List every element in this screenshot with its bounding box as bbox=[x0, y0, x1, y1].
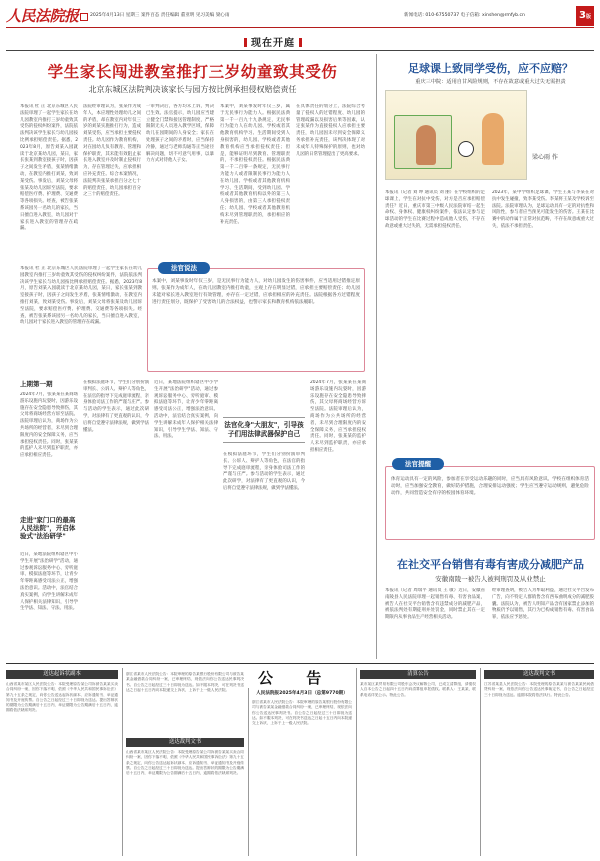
column-divider bbox=[376, 54, 377, 659]
lead-headline: 学生家长闯进教室推打三岁幼童致其受伤 bbox=[47, 62, 338, 81]
header-divider bbox=[6, 50, 594, 51]
illustration-credit: 梁心雨 作 bbox=[532, 154, 558, 161]
masthead bbox=[6, 4, 594, 28]
story2-column-3: 在模拟法庭环节，学生们分别扮演审判长、公诉人、辩护人等角色，在法官的指导下完成庭审流程，亲身体验司法工作的严谨与庄严。参与活动的学生表示，通过此次研学，对法律有了更直观的认识，今后将自觉遵守法律法规，做到学法懂法。 bbox=[83, 380, 149, 433]
notice-text-4: 浙江省某市人民法院公告：本院审理的原告某银行股份有限公司与被告某某金融借款合同纠纷一案，已审理终结，现依法向你公告送达民事判决书。自公告之日起经过三十日即视为送达。如不服本判决，可在判决书送达之日起十五日内向本院递交上诉状，上诉于上一级人民法院。 bbox=[252, 700, 352, 726]
notice-band-2: 送达裁判文书 bbox=[126, 738, 244, 747]
football-cartoon-illustration bbox=[385, 90, 527, 180]
lead-column-1-cont: 本报讯 杜 正 北京东城区人民法院审理了一起学生家长在幼儿园教室内推打三岁幼童致其受伤的侵权纠纷案件，法院依法判决该学生家长与幼儿园按比例承担赔偿责任。据悉，2023年8月，原告刘某入园就读于北京某幼儿园，某日，家长张某到教室接孩子时，因孩子之间发生矛盾，张某情绪激动，在教室内推打刘某，致刘某受伤。事发后，刘某父母将张某及幼儿园诉至法院，要求赔偿医疗费、护理费、交通费等各项损失。经查，被告张某系该园另一名幼儿的家长，当日擅自进入教室，幼儿园对于家长进入教室的管理存在疏漏。 bbox=[20, 266, 142, 326]
right-story1-column-2: 2023年，某中学组织足球课，学生王某与李某在对抗中发生碰撞，致李某受伤。李某将王某及学校诉至法院。法院审理认为，足球运动具有一定的对抗性和风险性，参与者应当预见可能发生的伤害。王某在比赛中的动作属于正常对抗范畴，不存在故意或重大过失，依法不承担责任。 bbox=[492, 190, 594, 229]
story2-column-6: 2024年7月，张某某在某商场游乐设施内玩耍时，因游乐设施存在安全隐患导致摔伤，其父母将商场经营方诉至法院。法院审理后认为，商场作为公共场所的经营者，未尽到合理限度内的安全保障义务，应当承担侵权责任。同时，张某某的监护人未尽到监护职责，亦应承担相应责任。 bbox=[310, 380, 366, 453]
notice-band-3: 清算公告 bbox=[360, 670, 476, 679]
lead-column-3: 一审判决后，各方均未上诉，判决已生效。法官提示，幼儿园应当建立健全门禁和接送管理制度，严格限制无关人员进入教学区域，保障幼儿在园期间的人身安全；家长在处理孩子之间的矛盾时，应当保持冷静，通过与老师沟通等正当途径解决问题，切不可意气用事，以暴力方式对待他人子女。 bbox=[146, 104, 214, 164]
notice-center-head: 人民法院报2025年4月3日（总第9770期） bbox=[256, 691, 348, 696]
date-line: 2025年4月13日 星期三 案件百态 责任编辑 董亚明 见习美编 梁心雨 bbox=[90, 13, 230, 18]
notice-divider bbox=[248, 688, 249, 856]
page-number-badge: 3版 bbox=[576, 6, 594, 26]
newspaper-logo: 人民法院报 bbox=[6, 5, 88, 26]
story2-subhead: 上期第一期 bbox=[20, 380, 53, 388]
lead-column-2: 法院经审理认为，张某作为成年人，本应理性处理幼儿之间的矛盾，却在教室内对年仅三岁的刘某实施推打行为，造成刘某受伤，应当承担主要侵权责任。幼儿园作为教育机构，对在园幼儿负有教育、管理和保护职责，其未能有效阻止家长进入教室并及时制止侵权行为，存在管理过失，应承担相应补充责任。综合本案情况，法院判决张某承担百分之七十的赔偿责任，幼儿园承担百分之三十的赔偿责任。 bbox=[83, 104, 141, 198]
contact-line: 新闻电话: 010-67550737 电子信箱: xinshen@rmfyb.cn bbox=[404, 13, 525, 18]
notices-divider bbox=[6, 663, 594, 664]
child-figure-icon bbox=[482, 113, 504, 165]
judge-tip-tab: 法官提醒 bbox=[392, 458, 444, 470]
lead-deck: 北京东城区法院判决该家长与园方按比例承担侵权赔偿责任 bbox=[88, 85, 297, 94]
story2-subhead-2: 走进"家门口的最高人民法院"，开启体验式"法治研学" bbox=[20, 516, 76, 540]
notice-text-2: 浙江省某市人民法院公告：本院审理的原告某银行股份有限公司与被告某某金融借款合同纠纷一案，已审理终结，现依法向你公告送达民事判决书。自公告之日起经过三十日即视为送达。如不服本判决，可在判决书送达之日起十五日内向本院递交上诉状，上诉于上一级人民法院。 bbox=[126, 672, 244, 692]
logo-seal-icon bbox=[80, 13, 88, 21]
notice-text-3: 山西省某市某区人民法院公告：本院受理原告某公司诉被告某某买卖合同纠纷一案，因你下落不明，依照《中华人民共和国民事诉讼法》第九十五条之规定，向你公告送达起诉状副本、应诉通知书、举证通知书及开庭传票。自公告之日起经过三十日即视为送达。提出答辩状的期限为公告期满后十五日内，举证期限为公告期满后十五日内，逾期将依法缺席判决。 bbox=[126, 750, 244, 776]
notice-divider bbox=[356, 668, 357, 856]
notice-text-5: 某市某区某贸易有限公司股东会决议解散公司，已成立清算组，请债权人自本公告之日起四十五日内向清算组申报债权。联系人：王某某，联系电话详见公示。特此公告。 bbox=[360, 682, 476, 697]
story2-column-5: 在模拟法庭环节，学生们分别扮演审判长、公诉人、辩护人等角色，在法官的指导下完成庭审流程，亲身体验司法工作的严谨与庄严。参与活动的学生表示，通过此次研学，对法律有了更直观的认识，今后将自觉遵守法律法规，做到学法懂法。 bbox=[223, 452, 305, 491]
lead-column-4: 本案中，刘某事发时年仅三岁，属于无民事行为能力人。根据民法典第一千一百九十九条规定，无民事行为能力人在幼儿园、学校或者其他教育机构学习、生活期间受到人身损害的，幼儿园、学校或者其他教育机构应当承担侵权责任；但是，能够证明尽到教育、管理职责的，不承担侵权责任。根据民法典第一千二百零一条规定，无民事行为能力人或者限制民事行为能力人在幼儿园、学校或者其他教育机构学习、生活期间，受到幼儿园、学校或者其他教育机构以外的第三人人身损害的，由第三人承担侵权责任；幼儿园、学校或者其他教育机构未尽到管理职责的，承担相应的补充责任。 bbox=[220, 104, 290, 225]
notice-divider bbox=[122, 668, 123, 856]
football-icon bbox=[458, 141, 474, 157]
right-story2-deck: 安徽南陵一被告人被判刑罚及从业禁止 bbox=[435, 575, 546, 583]
notices-title: 公 告 bbox=[258, 669, 336, 687]
right-story2-column-1: 本报讯（记者 周瑞平 通讯员 王 敏）近日，安徽省南陵县人民法院审理一起销售有毒、有害食品案，被告人在社交平台销售含有违禁成分的减肥产品，被依法判处有期徒刑并处罚金，同时禁止其在一定期限内从事食品生产经营相关活动。 bbox=[385, 588, 485, 621]
pull-quote: 法官化身"大朋友"，引导孩子们用法律武器保护自己 bbox=[223, 417, 305, 443]
notice-text-1: 山西省某市某区人民法院公告：本院受理原告某公司诉被告某某买卖合同纠纷一案，因你下落不明，依照《中华人民共和国民事诉讼法》第九十五条之规定，向你公告送达起诉状副本、应诉通知书、举证通知书及开庭传票。自公告之日起经过三十日即视为送达。提出答辩状的期限为公告期满后十五日内，举证期限为公告期满后十五日内，逾期将依法缺席判决。 bbox=[6, 682, 118, 713]
right-story1-headline: 足球课上致同学受伤，应不应赔？ bbox=[408, 62, 573, 75]
notice-text-6: 江苏省某县人民法院公告：本院受理的原告某某与被告某某民间借贷纠纷一案，现依法向你公告送达民事裁定书，自公告之日起经过三十日即视为送达。逾期本院将依法执行。特此公告。 bbox=[484, 682, 594, 697]
judge-comment-text: 本案中，刘某事发时年仅三岁，是无民事行为能力人，对幼儿园发生的伤害事件，应当适用过错推定原则。张某作为成年人，在幼儿园教室内推打幼童，主观上存在明显过错，应承担主要赔偿责任；幼儿园未能对家长进入教室进行有效管理，亦存在一定过错，应承担相应的补充责任。法院根据各方过错程度进行责任划分，既保护了受害幼儿的合法权益，也警示家长和教育机构依法履职。 bbox=[152, 279, 360, 305]
judge-comment-tab: 法官说法 bbox=[158, 262, 210, 274]
story2-column-2: 近日，某地法院组织辖区中小学生开展"法治研学"活动，通过参观诉讼服务中心、旁听庭审、模拟法庭等环节，让青少年零距离感受司法公正，增强法治意识。活动中，法官结合真实案例，向学生讲解未成年人保护相关法律知识，引导学生学法、知法、守法、用法。 bbox=[20, 552, 78, 612]
notice-band-1: 送达起诉状副本 bbox=[6, 670, 118, 679]
judge-tip-text: 体育运动具有一定的风险，参加者在享受运动乐趣的同时，应当具有风险意识。学校在组织体育活动时，应当加强安全教育，做好防护措施，合理安排运动强度；学生应当遵守运动规则，避免危险动作，共同营造安全有序的校园体育环境。 bbox=[391, 477, 589, 496]
story2-column-1: 2024年7月，张某某在某商场游乐设施内玩耍时，因游乐设施存在安全隐患导致摔伤，其父母将商场经营方诉至法院。法院审理后认为，商场作为公共场所的经营者，未尽到合理限度内的安全保障义务，应当承担侵权责任。同时，张某某的监护人未尽到监护职责，亦应承担相应责任。 bbox=[20, 392, 78, 459]
notice-band-4: 送达裁判文书 bbox=[484, 670, 594, 679]
right-story1-column-1: 本报讯（记者 刘 坤 通讯员 刘 丽）在学校组织的足球课上，学生在对抗中受伤，对方是否应承担赔偿责任？近日，重庆市第三中级人民法院审结一起生命权、身体权、健康权纠纷案件，依法认定参与足球活动的学生在比赛过程中造成他人受伤，不存在故意或重大过失的，无需承担侵权责任。 bbox=[385, 190, 485, 229]
notice-divider bbox=[480, 668, 481, 856]
section-title: 现在开庭 bbox=[240, 34, 306, 49]
right-story2-headline: 在社交平台销售有毒有害成分减肥产品 bbox=[397, 558, 584, 571]
right-story1-deck: 重庆三中院：适用自甘风险规则，不存在故意或重大过失无需担责 bbox=[415, 79, 566, 85]
lead-column-1: 本报讯 杜 正 北京东城区人民法院审理了一起学生家长在幼儿园教室内推打三岁幼童致其受伤的侵权纠纷案件，法院依法判决该学生家长与幼儿园按比例承担赔偿责任。据悉，2023年8月，原告刘某入园就读于北京某幼儿园，某日，家长张某到教室接孩子时，因孩子之间发生矛盾，张某情绪激动，在教室内推打刘某，致刘某受伤。事发后，刘某父母将张某及幼儿园诉至法院，要求赔偿医疗费、护理费、交通费等各项损失。经查，被告张某系该园另一名幼儿的家长，当日擅自进入教室，幼儿园对于家长进入教室的管理存在疏漏。 bbox=[20, 104, 78, 232]
right-story2-column-2: 经审理查明，被告人为牟取利益，通过社交平台发布广告，向不特定人群销售含有西布曲明成分的减肥胶囊。法院认为，被告人明知产品含有国家禁止添加的物质仍予以销售，其行为已构成销售有毒、有害食品罪，依法应予惩处。 bbox=[492, 588, 594, 621]
child-figure-icon bbox=[416, 125, 436, 165]
story2-column-4: 近日，某地法院组织辖区中小学生开展"法治研学"活动，通过参观诉讼服务中心、旁听庭审、模拟法庭等环节，让青少年零距离感受司法公正，增强法治意识。活动中，法官结合真实案例，向学生讲解未成年人保护相关法律知识，引导学生学法、知法、守法、用法。 bbox=[154, 380, 218, 440]
lead-column-5: 在具体责任的划分上，法院综合考量了侵权人的过错程度、幼儿园的管理疏漏以及损害后果等因素，认定张某作为直接侵权人应承担主要责任，幼儿园因未尽到安全保障义务承担补充责任，该判决体现了对未成年人特殊保护的原则，也对幼儿园的日常管理提出了更高要求。 bbox=[296, 104, 365, 157]
